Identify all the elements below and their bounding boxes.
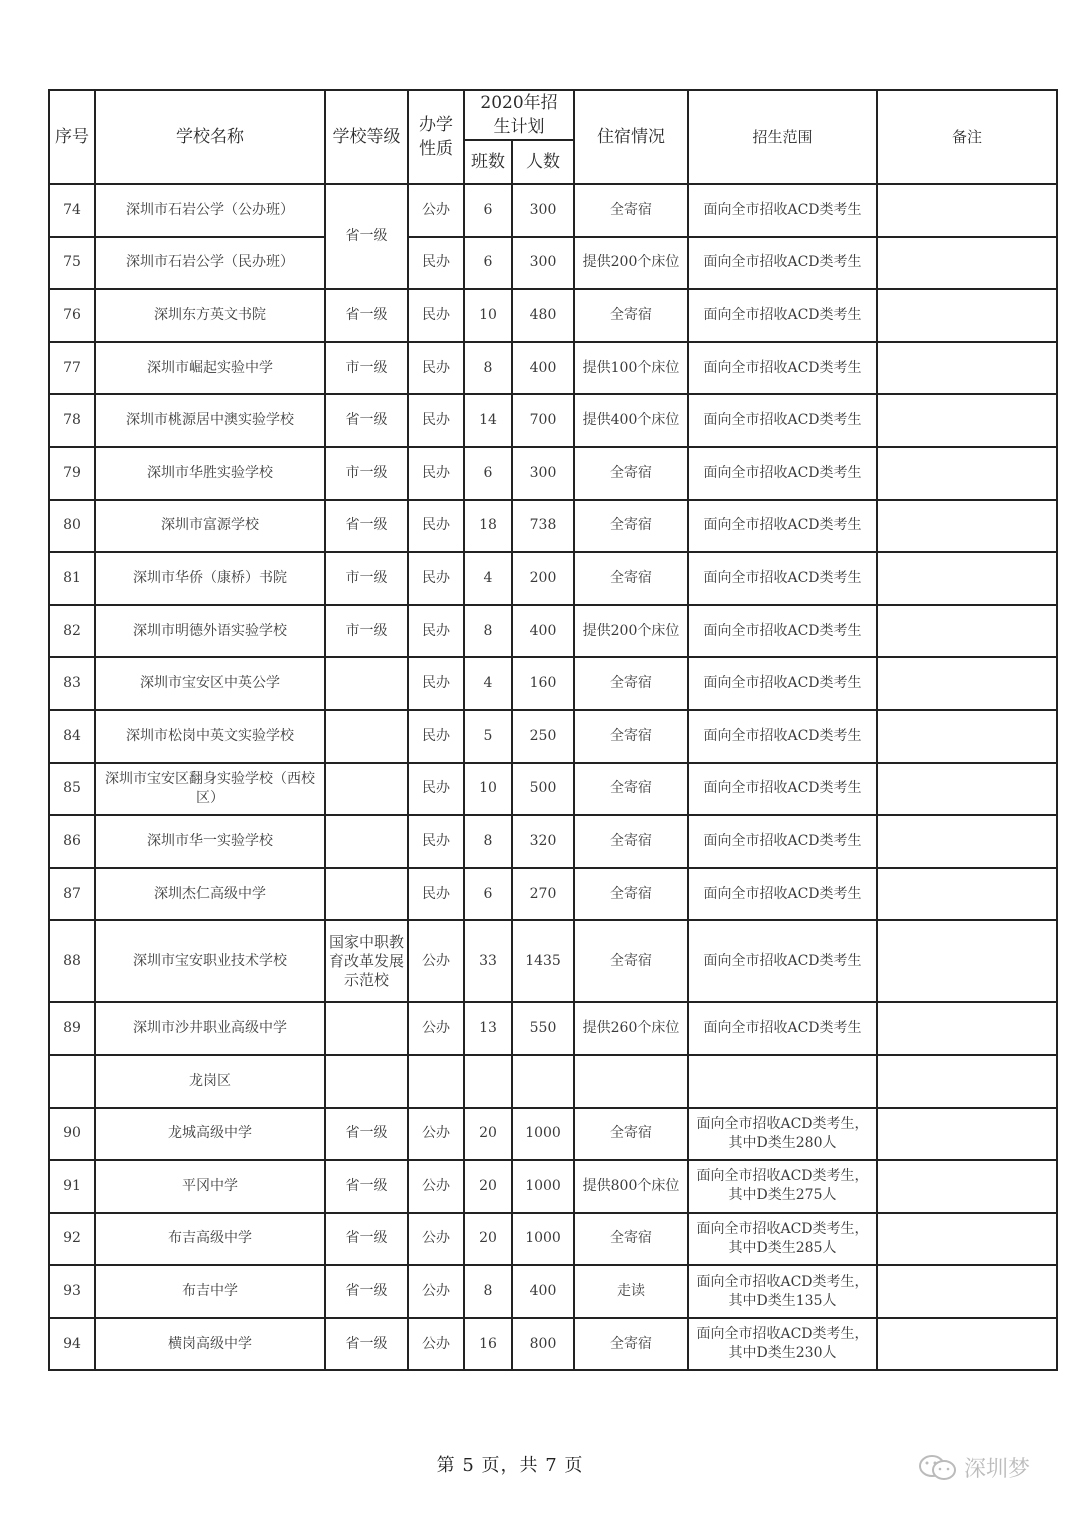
cell-students: 300: [512, 447, 574, 500]
wechat-icon: [918, 1453, 958, 1483]
cell-seq: 90: [49, 1108, 95, 1161]
cell-scope: 面向全市招收ACD类考生: [688, 447, 877, 500]
cell-level: 省一级: [325, 1318, 408, 1371]
table-row: [49, 920, 1057, 1002]
cell-nature: 公办: [408, 1265, 464, 1318]
cell-seq: 87: [49, 868, 95, 921]
cell-classes: 6: [464, 447, 512, 500]
district-row: [49, 1055, 1057, 1108]
cell-remarks: [877, 500, 1057, 553]
cell-scope: 面向全市招收ACD类考生: [688, 184, 877, 237]
table-row: [49, 342, 1057, 395]
table-row: [49, 289, 1057, 342]
table-row: [49, 237, 1057, 290]
cell-classes: 8: [464, 1265, 512, 1318]
empty-cell: [574, 1055, 688, 1108]
cell-scope: 面向全市招收ACD类考生: [688, 763, 877, 816]
cell-students: 300: [512, 184, 574, 237]
cell-name: 深圳市沙井职业高级中学: [95, 1002, 325, 1055]
cell-nature: 公办: [408, 1318, 464, 1371]
cell-name: 横岗高级中学: [95, 1318, 325, 1371]
cell-students: 1435: [512, 920, 574, 1002]
cell-scope: 面向全市招收ACD类考生: [688, 815, 877, 868]
cell-seq: 89: [49, 1002, 95, 1055]
empty-cell: [408, 1055, 464, 1108]
cell-level: [325, 815, 408, 868]
cell-nature: 公办: [408, 920, 464, 1002]
cell-boarding: 提供400个床位: [574, 394, 688, 447]
cell-name: 深圳市富源学校: [95, 500, 325, 553]
table-row: [49, 184, 1057, 237]
cell-classes: 6: [464, 237, 512, 290]
cell-name: 深圳杰仁高级中学: [95, 868, 325, 921]
cell-scope: 面向全市招收ACD类考生: [688, 868, 877, 921]
cell-nature: 公办: [408, 1160, 464, 1213]
cell-scope: 面向全市招收ACD类考生，其中D类生285人: [688, 1213, 877, 1266]
header-classes: 班数: [464, 140, 512, 184]
cell-level: 省一级: [325, 1160, 408, 1213]
table-row: [49, 710, 1057, 763]
cell-students: 320: [512, 815, 574, 868]
cell-seq: 82: [49, 605, 95, 658]
cell-level: [325, 763, 408, 816]
cell-nature: 民办: [408, 657, 464, 710]
cell-students: 400: [512, 342, 574, 395]
cell-seq: 78: [49, 394, 95, 447]
cell-nature: 民办: [408, 605, 464, 658]
table-row: [49, 868, 1057, 921]
cell-boarding: 走读: [574, 1265, 688, 1318]
table-row: [49, 1108, 1057, 1161]
cell-classes: 6: [464, 184, 512, 237]
table-row: [49, 815, 1057, 868]
cell-boarding: 全寄宿: [574, 552, 688, 605]
cell-boarding: 全寄宿: [574, 763, 688, 816]
cell-scope: 面向全市招收ACD类考生，其中D类生280人: [688, 1108, 877, 1161]
cell-scope: 面向全市招收ACD类考生，其中D类生275人: [688, 1160, 877, 1213]
cell-nature: 民办: [408, 500, 464, 553]
cell-seq: 80: [49, 500, 95, 553]
cell-boarding: 全寄宿: [574, 1108, 688, 1161]
cell-nature: 民办: [408, 342, 464, 395]
cell-seq: 84: [49, 710, 95, 763]
cell-seq: 93: [49, 1265, 95, 1318]
cell-seq: 77: [49, 342, 95, 395]
cell-seq: 76: [49, 289, 95, 342]
cell-nature: 民办: [408, 447, 464, 500]
cell-classes: 8: [464, 342, 512, 395]
cell-boarding: 全寄宿: [574, 184, 688, 237]
cell-nature: 民办: [408, 763, 464, 816]
enrollment-table: [48, 89, 1058, 1371]
cell-seq: 94: [49, 1318, 95, 1371]
cell-level: 省一级: [325, 1108, 408, 1161]
cell-seq: 92: [49, 1213, 95, 1266]
header-remarks: 备注: [877, 90, 1057, 184]
cell-name: 深圳市石岩公学（公办班）: [95, 184, 325, 237]
cell-seq: 81: [49, 552, 95, 605]
cell-classes: 6: [464, 868, 512, 921]
header-boarding: 住宿情况: [574, 90, 688, 184]
cell-classes: 20: [464, 1108, 512, 1161]
cell-level: 省一级: [325, 1213, 408, 1266]
cell-level: 省一级: [325, 500, 408, 553]
cell-level: 省一级: [325, 1265, 408, 1318]
cell-nature: 公办: [408, 1002, 464, 1055]
cell-level: 国家中职教育改革发展示范校: [325, 920, 408, 1002]
cell-remarks: [877, 1108, 1057, 1161]
table-row: [49, 763, 1057, 816]
cell-name: 深圳市宝安区中英公学: [95, 657, 325, 710]
cell-scope: 面向全市招收ACD类考生: [688, 394, 877, 447]
cell-level: [325, 710, 408, 763]
cell-scope: 面向全市招收ACD类考生，其中D类生135人: [688, 1265, 877, 1318]
cell-name: 平冈中学: [95, 1160, 325, 1213]
cell-boarding: 全寄宿: [574, 657, 688, 710]
cell-level: 市一级: [325, 447, 408, 500]
cell-remarks: [877, 657, 1057, 710]
table-row: [49, 394, 1057, 447]
cell-remarks: [877, 184, 1057, 237]
header-name: 学校名称: [95, 90, 325, 184]
cell-students: 550: [512, 1002, 574, 1055]
cell-boarding: 全寄宿: [574, 1318, 688, 1371]
watermark-text: 深圳梦: [964, 1457, 1031, 1482]
cell-name: 深圳市石岩公学（民办班）: [95, 237, 325, 290]
cell-remarks: [877, 237, 1057, 290]
table-row: [49, 1213, 1057, 1266]
cell-nature: 民办: [408, 710, 464, 763]
cell-seq: 88: [49, 920, 95, 1002]
cell-students: 480: [512, 289, 574, 342]
empty-cell: [325, 1055, 408, 1108]
cell-boarding: 全寄宿: [574, 710, 688, 763]
cell-boarding: 提供200个床位: [574, 237, 688, 290]
cell-classes: 33: [464, 920, 512, 1002]
cell-classes: 13: [464, 1002, 512, 1055]
cell-classes: 20: [464, 1160, 512, 1213]
cell-name: 布吉中学: [95, 1265, 325, 1318]
cell-name: 深圳市明德外语实验学校: [95, 605, 325, 658]
cell-scope: 面向全市招收ACD类考生: [688, 500, 877, 553]
cell-name: 深圳市宝安区翻身实验学校（西校区）: [95, 763, 325, 816]
cell-name: 深圳市华胜实验学校: [95, 447, 325, 500]
table-row: [49, 1002, 1057, 1055]
cell-level: 省一级: [325, 289, 408, 342]
cell-students: 1000: [512, 1160, 574, 1213]
cell-name: 深圳东方英文书院: [95, 289, 325, 342]
cell-level: [325, 868, 408, 921]
cell-level: 市一级: [325, 605, 408, 658]
cell-students: 500: [512, 763, 574, 816]
cell-students: 400: [512, 1265, 574, 1318]
empty-cell: [877, 1055, 1057, 1108]
table-row: [49, 447, 1057, 500]
cell-seq: 75: [49, 237, 95, 290]
district-label: 龙岗区: [95, 1055, 325, 1108]
cell-classes: 10: [464, 763, 512, 816]
cell-boarding: 全寄宿: [574, 920, 688, 1002]
table-row: [49, 1318, 1057, 1371]
header-nature: 办学性质: [408, 90, 464, 184]
cell-classes: 18: [464, 500, 512, 553]
table-row: [49, 605, 1057, 658]
cell-boarding: 全寄宿: [574, 447, 688, 500]
cell-remarks: [877, 868, 1057, 921]
cell-nature: 公办: [408, 1108, 464, 1161]
cell-boarding: 全寄宿: [574, 868, 688, 921]
cell-level: 省一级: [325, 394, 408, 447]
cell-scope: 面向全市招收ACD类考生: [688, 920, 877, 1002]
table-row: [49, 500, 1057, 553]
empty-cell: [464, 1055, 512, 1108]
cell-classes: 10: [464, 289, 512, 342]
cell-name: 深圳市崛起实验中学: [95, 342, 325, 395]
cell-seq: 79: [49, 447, 95, 500]
cell-classes: 4: [464, 552, 512, 605]
cell-boarding: 提供100个床位: [574, 342, 688, 395]
cell-nature: 民办: [408, 552, 464, 605]
cell-scope: 面向全市招收ACD类考生: [688, 710, 877, 763]
cell-remarks: [877, 763, 1057, 816]
cell-name: 深圳市宝安职业技术学校: [95, 920, 325, 1002]
cell-boarding: 全寄宿: [574, 289, 688, 342]
cell-classes: 14: [464, 394, 512, 447]
cell-nature: 民办: [408, 289, 464, 342]
cell-remarks: [877, 815, 1057, 868]
cell-name: 深圳市华一实验学校: [95, 815, 325, 868]
cell-name: 深圳市华侨（康桥）书院: [95, 552, 325, 605]
cell-boarding: 全寄宿: [574, 500, 688, 553]
cell-students: 250: [512, 710, 574, 763]
cell-seq: 86: [49, 815, 95, 868]
cell-students: 160: [512, 657, 574, 710]
table-row: [49, 1160, 1057, 1213]
cell-classes: 8: [464, 605, 512, 658]
cell-nature: 公办: [408, 184, 464, 237]
cell-classes: 4: [464, 657, 512, 710]
cell-name: 深圳市松岗中英文实验学校: [95, 710, 325, 763]
cell-boarding: 全寄宿: [574, 815, 688, 868]
cell-remarks: [877, 447, 1057, 500]
page-number: 第 5 页，共 7 页: [436, 1455, 584, 1476]
cell-seq: 91: [49, 1160, 95, 1213]
cell-remarks: [877, 1318, 1057, 1371]
cell-students: 270: [512, 868, 574, 921]
table-row: [49, 1265, 1057, 1318]
cell-students: 738: [512, 500, 574, 553]
cell-scope: 面向全市招收ACD类考生: [688, 552, 877, 605]
cell-scope: 面向全市招收ACD类考生，其中D类生230人: [688, 1318, 877, 1371]
header-seq: 序号: [49, 90, 95, 184]
cell-nature: 民办: [408, 868, 464, 921]
header-plan: 2020年招生计划: [464, 90, 574, 140]
cell-classes: 8: [464, 815, 512, 868]
cell-scope: 面向全市招收ACD类考生: [688, 657, 877, 710]
cell-nature: 民办: [408, 394, 464, 447]
cell-students: 800: [512, 1318, 574, 1371]
cell-boarding: 提供800个床位: [574, 1160, 688, 1213]
cell-remarks: [877, 710, 1057, 763]
cell-boarding: 提供200个床位: [574, 605, 688, 658]
cell-students: 1000: [512, 1108, 574, 1161]
cell-nature: 民办: [408, 815, 464, 868]
cell-level: 市一级: [325, 552, 408, 605]
cell-students: 1000: [512, 1213, 574, 1266]
cell-remarks: [877, 1213, 1057, 1266]
cell-seq: 83: [49, 657, 95, 710]
cell-remarks: [877, 920, 1057, 1002]
cell-students: 200: [512, 552, 574, 605]
cell-nature: 民办: [408, 237, 464, 290]
cell-remarks: [877, 605, 1057, 658]
cell-level: 市一级: [325, 342, 408, 395]
watermark: [918, 1452, 1030, 1483]
cell-classes: 20: [464, 1213, 512, 1266]
cell-classes: 16: [464, 1318, 512, 1371]
cell-students: 700: [512, 394, 574, 447]
cell-level: 省一级: [325, 184, 408, 289]
cell-classes: 5: [464, 710, 512, 763]
cell-remarks: [877, 1002, 1057, 1055]
cell-remarks: [877, 342, 1057, 395]
empty-cell: [512, 1055, 574, 1108]
cell-level: [325, 1002, 408, 1055]
empty-cell: [49, 1055, 95, 1108]
cell-remarks: [877, 289, 1057, 342]
cell-seq: 85: [49, 763, 95, 816]
cell-seq: 74: [49, 184, 95, 237]
cell-scope: 面向全市招收ACD类考生: [688, 237, 877, 290]
cell-nature: 公办: [408, 1213, 464, 1266]
table-row: [49, 657, 1057, 710]
cell-remarks: [877, 1265, 1057, 1318]
cell-boarding: 提供260个床位: [574, 1002, 688, 1055]
cell-scope: 面向全市招收ACD类考生: [688, 1002, 877, 1055]
cell-remarks: [877, 552, 1057, 605]
header-students: 人数: [512, 140, 574, 184]
cell-boarding: 全寄宿: [574, 1213, 688, 1266]
cell-name: 龙城高级中学: [95, 1108, 325, 1161]
cell-scope: 面向全市招收ACD类考生: [688, 605, 877, 658]
cell-remarks: [877, 394, 1057, 447]
cell-students: 300: [512, 237, 574, 290]
cell-name: 深圳市桃源居中澳实验学校: [95, 394, 325, 447]
header-level: 学校等级: [325, 90, 408, 184]
cell-level: [325, 657, 408, 710]
table-row: [49, 552, 1057, 605]
empty-cell: [688, 1055, 877, 1108]
cell-name: 布吉高级中学: [95, 1213, 325, 1266]
cell-students: 400: [512, 605, 574, 658]
header-scope: 招生范围: [688, 90, 877, 184]
cell-remarks: [877, 1160, 1057, 1213]
cell-scope: 面向全市招收ACD类考生: [688, 289, 877, 342]
cell-scope: 面向全市招收ACD类考生: [688, 342, 877, 395]
